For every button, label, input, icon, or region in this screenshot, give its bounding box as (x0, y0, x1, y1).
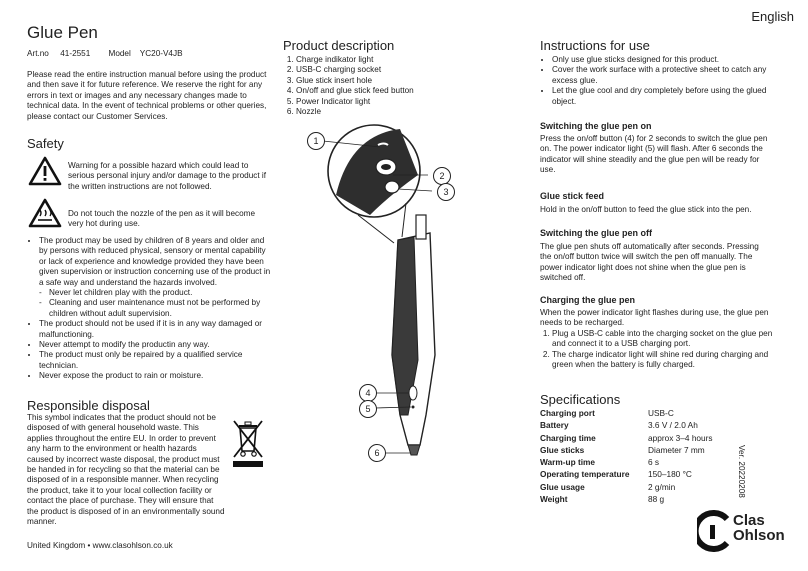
charging-text: When the power indicator light flashes during use, the glue pen needs to be recharged. (540, 308, 769, 328)
safety-heading: Safety (27, 136, 64, 151)
spec-row: Glue sticks Diameter 7 mm (540, 444, 705, 455)
safety-bullet: • The product must only be repaired by a qualified service technician. (39, 350, 271, 371)
warning-hazard-text: Warning for a possible hazard which could lead to serious personal injury and/or damage to the product if the written instructions are not followed. (68, 161, 266, 191)
page-title: Glue Pen (27, 23, 98, 42)
product-parts-list (283, 55, 414, 117)
feed-text: Hold in the on/off button to feed the glue stick into the pen. (540, 205, 752, 214)
product-heading: Product description (283, 38, 395, 53)
switch-off-heading: Switching the glue pen off (540, 228, 652, 238)
logo-text (733, 513, 785, 543)
callout-5: 5 (359, 400, 377, 418)
spec-row: Weight 88 g (540, 494, 665, 505)
callout-6: 6 (368, 444, 386, 462)
article-model-line (27, 49, 183, 59)
footer-text: United Kingdom • www.clasohlson.co.uk (27, 541, 173, 550)
callout-3: 3 (437, 183, 455, 201)
callout-4: 4 (359, 384, 377, 402)
hot-nozzle-warning: Do not touch the nozzle of the pen as it will become very hot during use. (68, 209, 256, 229)
specs-table (540, 408, 713, 506)
instruction-bullet: • Cover the work surface with a protective sheet to catch any excess glue. (552, 65, 782, 86)
spec-row: Glue usage 2 g/min (540, 481, 676, 492)
model-number: YC20-V4JB (139, 49, 183, 58)
instruction-bullet: • Only use glue sticks designed for this product. (552, 55, 782, 65)
disposal-heading: Responsible disposal (27, 398, 150, 413)
spec-row: Warm-up time 6 s (540, 457, 660, 468)
safety-list (27, 236, 271, 382)
callout-1: 1 (307, 132, 325, 150)
part-item: 1. Charge indikator light (296, 55, 414, 65)
callout-2: 2 (433, 167, 451, 185)
charging-heading: Charging the glue pen (540, 295, 636, 305)
weee-bin-icon (229, 417, 267, 469)
charging-step: 1. Plug a USB-C cable into the charging socket on the glue pen and connect it to a USB charging port. (552, 329, 774, 350)
instructions-list (540, 55, 782, 107)
warning-triangle-icon (28, 156, 62, 186)
part-item: 5. Power Indicator light (296, 97, 414, 107)
safety-bullet: • Never attempt to modify the productin any way. (39, 340, 271, 350)
charging-steps (540, 329, 774, 371)
specs-heading: Specifications (540, 392, 621, 407)
switch-on-heading: Switching the glue pen on (540, 121, 652, 131)
charging-step: 2. The charge indicator light will shine red during charging and green when the battery is fully charged. (552, 350, 774, 371)
spec-row: Charging time approx 3–4 hours (540, 432, 713, 443)
model-label: Model (108, 49, 131, 58)
part-item: 2. USB-C charging socket (296, 65, 414, 75)
instruction-bullet: • Let the glue cool and dry completely before using the glued object. (552, 86, 782, 107)
safety-sub-bullet: - Never let children play with the product. (49, 288, 271, 298)
spec-row: Operating temperature 150–180 °C (540, 469, 692, 480)
intro-text: Please read the entire instruction manual before using the product and then save it for future reference. We reserve the right for any errors in text or images and any necessary changes made to technical data. In the event of technical problems or other queries, please contact our Customer Services. (27, 70, 267, 121)
safety-bullet: • The product may be used by children of 8 years and older and by persons with reduced physical, sensory or mental capability or lack of experience and knowledge provided they have been given supervision or instruction concerning use of the product in a safe way and understand the hazards involved. - Never let children play with the product. - Cleaning and user maintenance must not be performed by children without adult supervision. (39, 236, 271, 319)
feed-heading: Glue stick feed (540, 191, 605, 201)
spec-row: Battery 3.6 V / 2.0 Ah (540, 420, 698, 431)
language-label: English (751, 9, 794, 24)
safety-bullet: • The product should not be used if it is in any way damaged or malfunctioning. (39, 319, 271, 340)
version-label: Ver. 20220208 (737, 445, 746, 498)
logo-line-2: Ohlson (733, 527, 785, 544)
disposal-text: This symbol indicates that the product should not be disposed of with general household waste. This applies throughout the entire EU. In order to prevent any harm to the environment or health hazards caused by incorrect waste disposal, the product must be handed in for recycling so that the material can be disposed of in a responsible manner. When recycling the product, take it to your local collection facility or contact the place of purchase. They will ensure that the product is disposed of in an environmentally sound manner. (27, 413, 225, 527)
glue-pen-illustration (290, 115, 490, 465)
logo-line-1: Clas (733, 512, 765, 529)
spec-row: Charging port USB-C (540, 408, 674, 418)
part-item: 4. On/off and glue stick feed button (296, 86, 414, 96)
hot-surface-icon (28, 198, 62, 228)
art-number: 41-2551 (60, 49, 91, 58)
part-item: 6. Nozzle (296, 107, 414, 117)
art-label: Art.no (27, 49, 49, 58)
switch-on-text: Press the on/off button (4) for 2 seconds to switch the glue pen on. The power indicator light (5) will flash. After 6 seconds the indicator will shine steadily and the glue pen will be ready for use. (540, 134, 768, 175)
safety-sub-bullet: - Cleaning and user maintenance must not be performed by children without adult supervision. (49, 298, 271, 319)
switch-off-text: The glue pen shuts off automatically after seconds. Pressing the on/off button twice will switch the pen off manually. The power indicator light does not shine when the glue pen is switched off. (540, 242, 759, 283)
instructions-heading: Instructions for use (540, 38, 650, 53)
part-item: 3. Glue stick insert hole (296, 76, 414, 86)
clas-ohlson-logo-icon (697, 509, 733, 553)
safety-bullet: • Never expose the product to rain or moisture. (39, 371, 271, 381)
